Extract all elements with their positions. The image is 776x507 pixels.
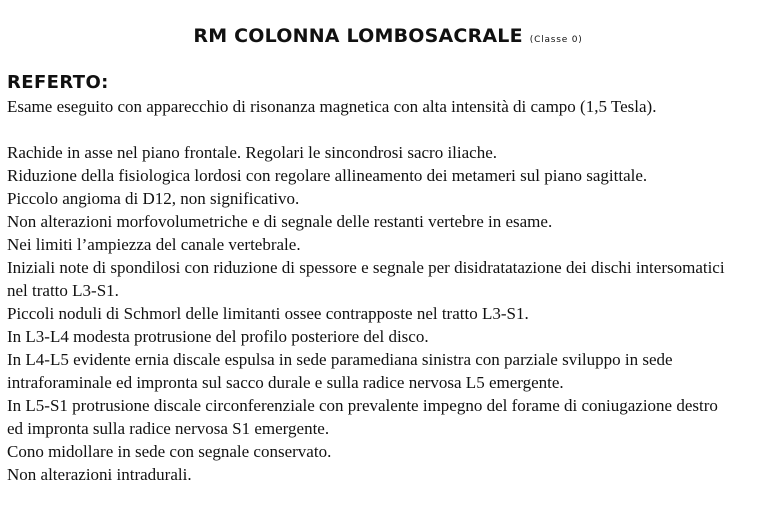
- class-label: (Classe 0): [529, 35, 583, 45]
- report-line: nel tratto L3-S1.: [7, 281, 119, 300]
- report-line: Nei limiti l’ampiezza del canale vertebrale.: [7, 235, 301, 254]
- exam-title: RM COLONNA LOMBOSACRALE: [193, 25, 523, 47]
- report-line: Piccolo angioma di D12, non significativo.: [7, 189, 300, 208]
- report-line: Piccoli noduli di Schmorl delle limitanti ossee contrapposte nel tratto L3-S1.: [7, 304, 529, 323]
- report-line: Cono midollare in sede con segnale conservato.: [7, 442, 332, 461]
- report-line: ed impronta sulla radice nervosa S1 emergente.: [7, 419, 330, 438]
- report-line: In L5-S1 protrusione discale circonferenziale con prevalente impegno del forame di coniugazione destro: [7, 396, 718, 415]
- report-line: Non alterazioni morfovolumetriche e di segnale delle restanti vertebre in esame.: [7, 212, 553, 231]
- paragraph-spacer: [7, 118, 776, 141]
- document-title: [0, 25, 776, 47]
- report-line: Non alterazioni intradurali.: [7, 465, 192, 484]
- report-line: Rachide in asse nel piano frontale. Regolari le sincondrosi sacro iliache.: [7, 143, 498, 162]
- report-body: [7, 95, 776, 486]
- report-line: intraforaminale ed impronta sul sacco durale e sulla radice nervosa L5 emergente.: [7, 373, 564, 392]
- report-heading: REFERTO:: [7, 72, 109, 93]
- report-intro: Esame eseguito con apparecchio di risonanza magnetica con alta intensità di campo (1,5 Tesla).: [7, 97, 657, 116]
- report-line: Iniziali note di spondilosi con riduzione di spessore e segnale per disidratatazione dei dischi intersomatici: [7, 258, 725, 277]
- report-line: In L3-L4 modesta protrusione del profilo posteriore del disco.: [7, 327, 429, 346]
- report-line: Riduzione della fisiologica lordosi con regolare allineamento dei metameri sul piano sagittale.: [7, 166, 648, 185]
- report-line: In L4-L5 evidente ernia discale espulsa in sede paramediana sinistra con parziale sviluppo in sede: [7, 350, 673, 369]
